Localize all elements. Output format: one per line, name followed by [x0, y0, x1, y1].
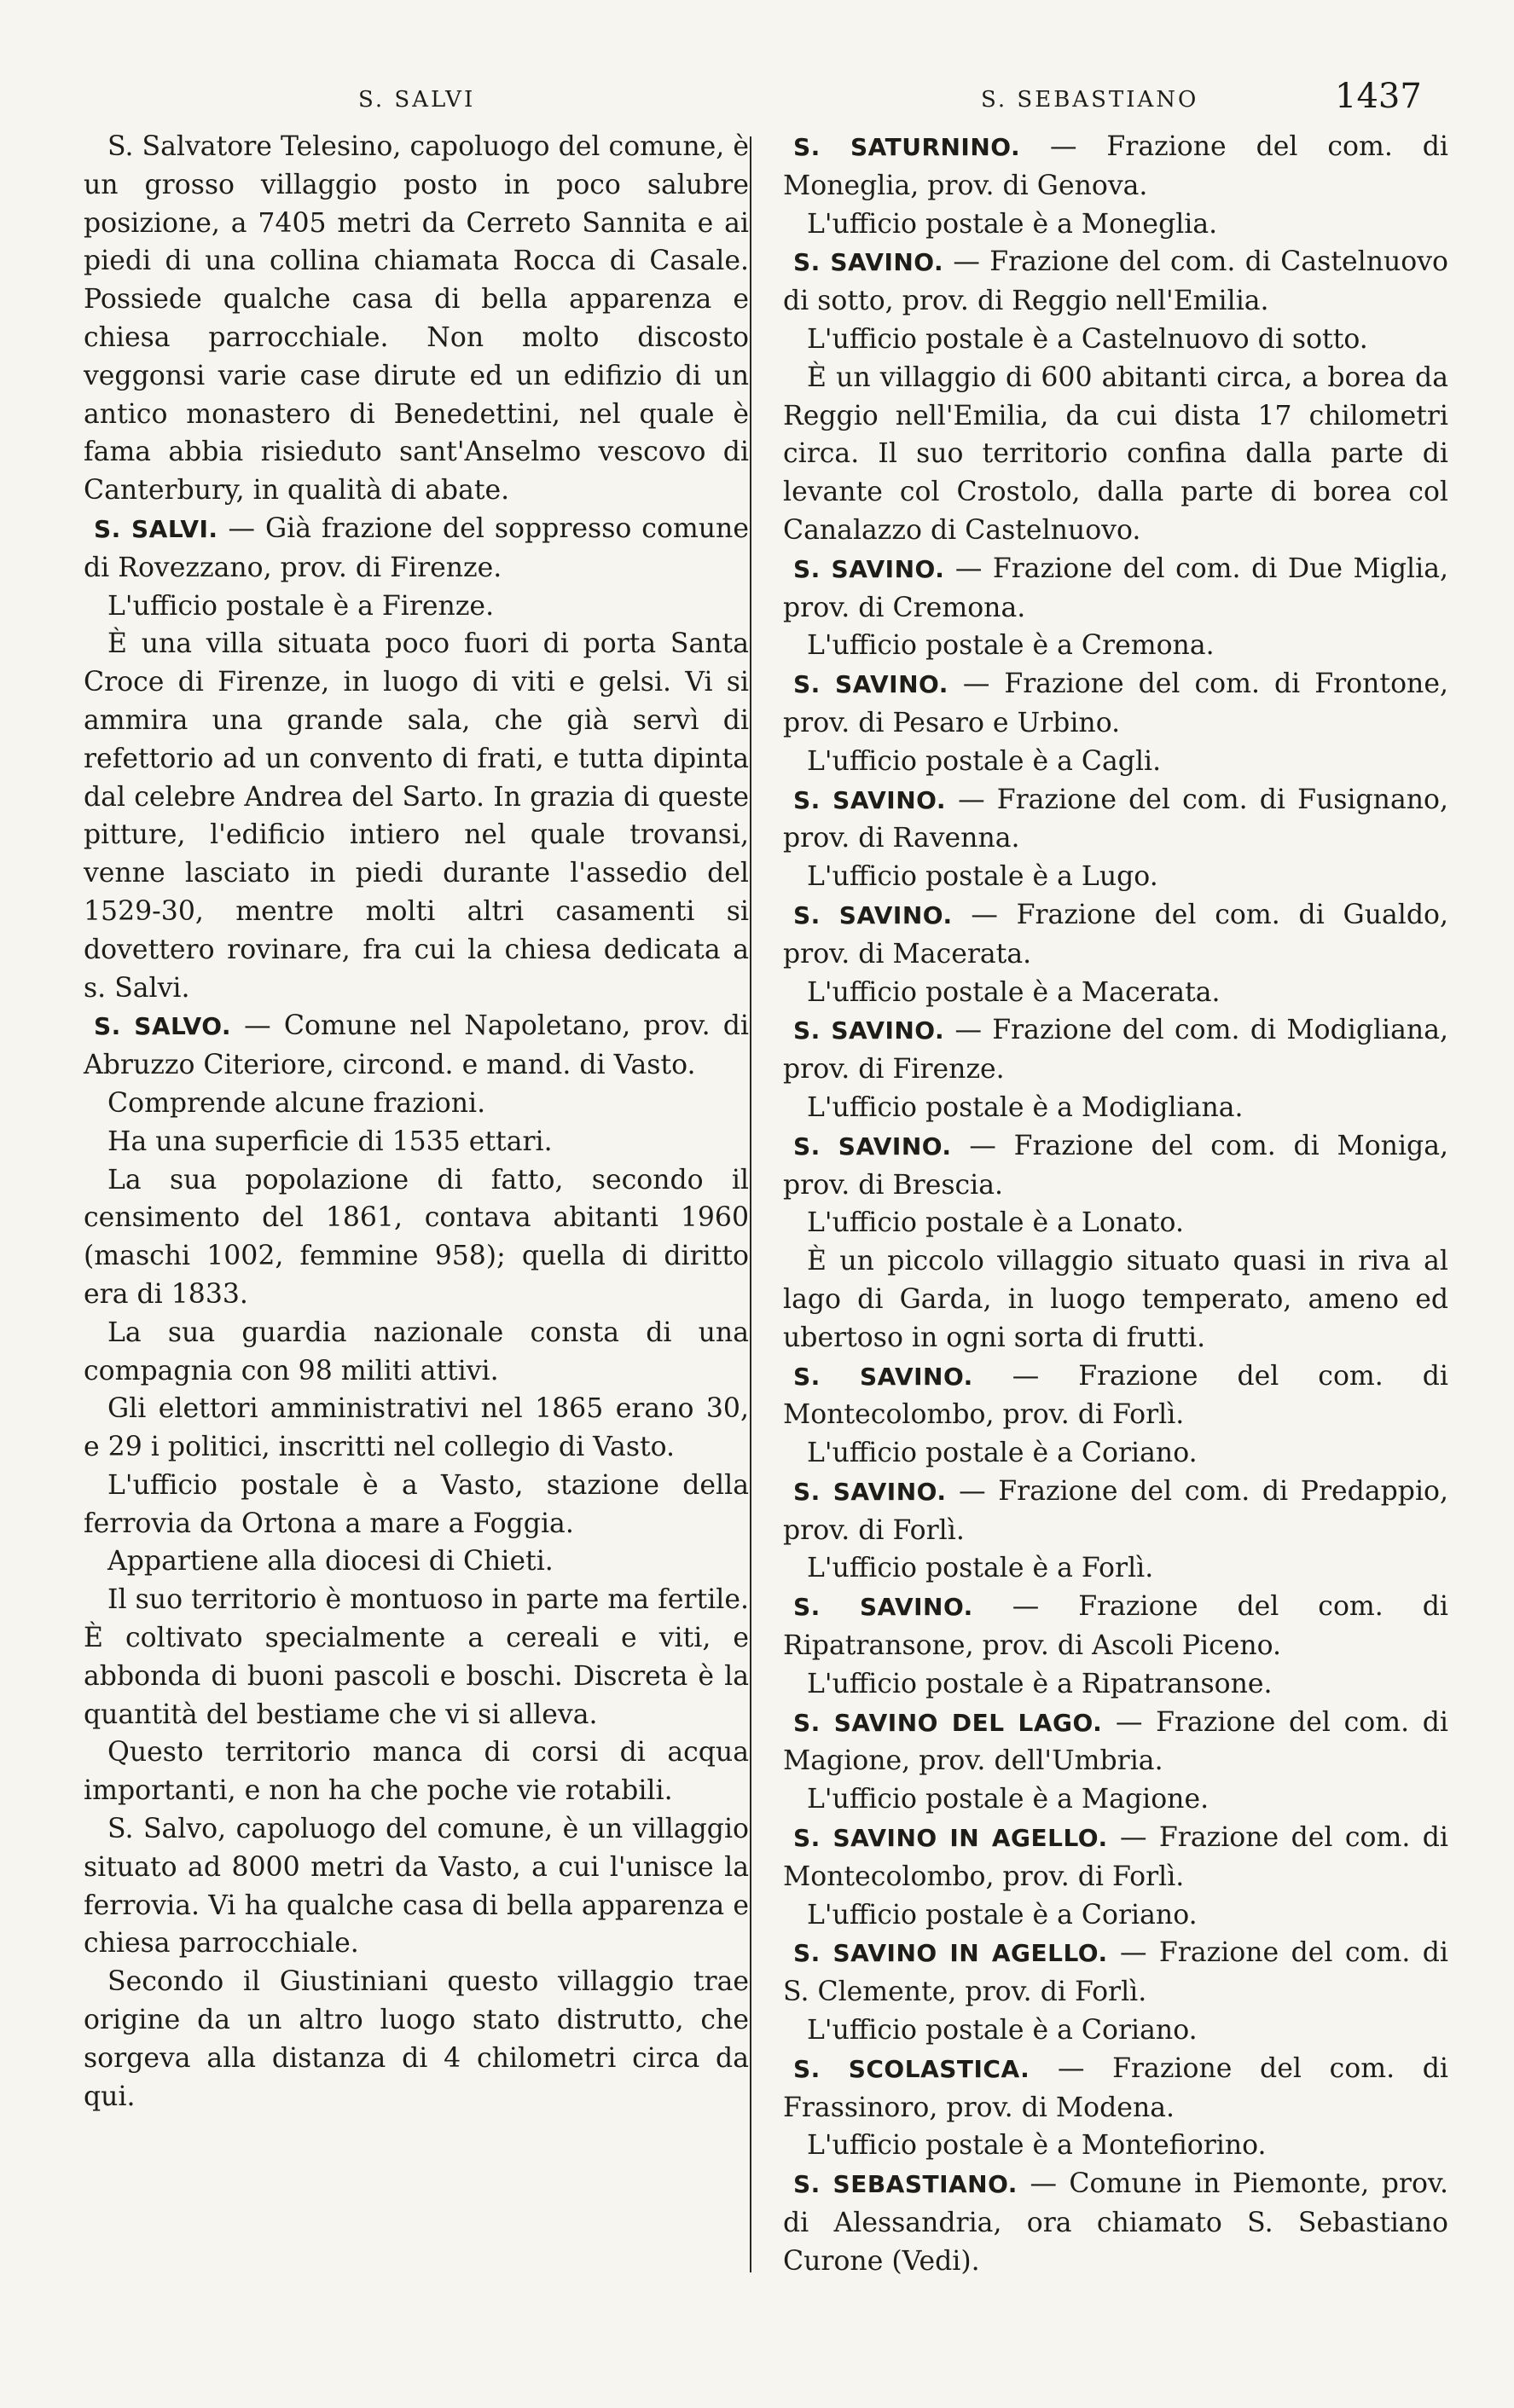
- paragraph: Appartiene alla diocesi di Chieti.: [107, 1546, 554, 1577]
- column-divider: [750, 136, 751, 2272]
- dictionary-entry: [783, 550, 1448, 628]
- entry-headword: S. SCOLASTICA.: [793, 2054, 1030, 2083]
- paragraph: L'ufficio postale è a Modigliana.: [807, 1091, 1244, 1123]
- entry-definition: — Già frazione del soppresso comune di Rovezzano, prov. di Firenze.: [84, 512, 749, 583]
- entry-definition: — Frazione del com. di Moneglia, prov. di Genova.: [783, 131, 1448, 201]
- entry-definition: — Frazione del com. di Predappio, prov. di Forlì.: [783, 1475, 1448, 1546]
- entry-definition: — Frazione del com. di Moniga, prov. di Brescia.: [783, 1130, 1448, 1201]
- dictionary-entry: [783, 1127, 1448, 1205]
- dictionary-entry: [783, 896, 1448, 974]
- paragraph: L'ufficio postale è a Forlì.: [807, 1553, 1154, 1584]
- entry-definition: — Frazione del com. di Montecolombo, prov. di Forlì.: [783, 1822, 1448, 1892]
- entry-headword: S. SAVINO.: [793, 900, 953, 929]
- entry-definition: — Frazione del com. di Fusignano, prov. di Ravenna.: [783, 784, 1448, 854]
- dictionary-entry: [783, 128, 1448, 205]
- dictionary-entry: [783, 1704, 1448, 1781]
- paragraph: L'ufficio postale è a Ripatransone.: [807, 1668, 1273, 1699]
- paragraph: L'ufficio postale è a Coriano.: [807, 1438, 1198, 1469]
- entry-headword: S. SEBASTIANO.: [793, 2170, 1018, 2199]
- entry-headword: S. SAVINO.: [793, 248, 944, 277]
- entry-definition: — Frazione del com. di Gualdo, prov. di Macerata.: [783, 899, 1448, 970]
- paragraph: Ha una superficie di 1535 ettari.: [107, 1126, 553, 1157]
- entry-definition: — Comune in Piemonte, prov. di Alessandria, ora chiamato S. Sebastiano Curone (Vedi).: [783, 2168, 1449, 2277]
- paragraph: È un villaggio di 600 abitanti circa, a borea da Reggio nell'Emilia, da cui dista 17 chilometri circa. Il suo territorio confina dalla parte di levante col Crostolo, dalla parte di borea col Canalazzo di Castelnuovo.: [783, 362, 1448, 546]
- dictionary-entry: [783, 2050, 1448, 2127]
- paragraph: Gli elettori amministrativi nel 1865 erano 30, e 29 i politici, inscritti nel collegio di Vasto.: [84, 1393, 749, 1463]
- dictionary-entry: [783, 1473, 1448, 1550]
- paragraph: L'ufficio postale è a Montefiorino.: [807, 2130, 1267, 2162]
- dictionary-entry: [84, 1007, 749, 1085]
- paragraph: Secondo il Giustiniani questo villaggio trae origine da un altro luogo stato distrutto, che sorgeva alla distanza di 4 chilometri circa da qui.: [84, 1966, 749, 2112]
- paragraph: La sua popolazione di fatto, secondo il censimento del 1861, contava abitanti 1960 (maschi 1002, femmine 958); quella di diritto era di 1833.: [84, 1164, 749, 1310]
- entry-headword: S. SAVINO IN AGELLO.: [793, 1939, 1108, 1968]
- entry-headword: S. SAVINO.: [793, 1477, 947, 1506]
- entry-definition: — Frazione del com. di Castelnuovo di sotto, prov. di Reggio nell'Emilia.: [783, 246, 1448, 317]
- entry-headword: S. SAVINO DEL LAGO.: [793, 1708, 1103, 1737]
- paragraph: S. Salvatore Telesino, capoluogo del comune, è un grosso villaggio posto in poco salubre posizione, a 7405 metri da Cerreto Sannita e ai piedi di una collina chiamata Rocca di Casale. Possiede qualche casa di bella apparenza e chiesa parrocchiale. Non molto discosto veggonsi varie case dirute ed un edifizio di un antico monastero di Benedettini, nel quale è fama abbia risieduto sant'Anselmo vescovo di Canterbury, in qualità di abate.: [84, 131, 749, 506]
- entry-headword: S. SALVO.: [94, 1012, 232, 1041]
- dictionary-entry: [783, 1588, 1448, 1665]
- page-number: 1437: [1335, 77, 1422, 116]
- paragraph: L'ufficio postale è a Moneglia.: [807, 208, 1218, 240]
- dictionary-entry: [783, 1819, 1448, 1896]
- paragraph: L'ufficio postale è a Firenze.: [107, 590, 495, 622]
- entry-headword: S. SAVINO.: [793, 1132, 952, 1161]
- entry-definition: — Frazione del com. di Modigliana, prov. di Firenze.: [783, 1015, 1448, 1085]
- entry-definition: — Frazione del com. di Frassinoro, prov. di Modena.: [783, 2052, 1448, 2123]
- dictionary-entry: [783, 781, 1448, 859]
- paragraph: Comprende alcune frazioni.: [107, 1087, 486, 1119]
- entry-definition: — Frazione del com. di S. Clemente, prov. di Forlì.: [783, 1937, 1448, 2008]
- paragraph: L'ufficio postale è a Coriano.: [807, 1899, 1198, 1930]
- dictionary-entry: [783, 665, 1448, 743]
- entry-headword: S. SAVINO.: [793, 1016, 945, 1045]
- paragraph: S. Salvo, capoluogo del comune, è un villaggio situato ad 8000 metri da Vasto, a cui l'unisce la ferrovia. Vi ha qualche casa di bella apparenza e chiesa parrocchiale.: [84, 1814, 749, 1959]
- dictionary-entry: [84, 510, 749, 588]
- paragraph: Il suo territorio è montuoso in parte ma fertile. È coltivato specialmente a cereali e viti, e abbonda di buoni pascoli e boschi. Discreta è la quantità del bestiame che vi si alleva.: [84, 1584, 749, 1730]
- dictionary-entry: [783, 1011, 1448, 1089]
- entry-headword: S. SAVINO.: [793, 785, 946, 814]
- dictionary-entry: [783, 1357, 1448, 1435]
- right-column: [783, 128, 1448, 2281]
- paragraph: L'ufficio postale è a Cremona.: [807, 630, 1215, 662]
- left-column: [84, 128, 749, 2116]
- paragraph: L'ufficio postale è a Macerata.: [807, 976, 1221, 1008]
- running-header: [0, 77, 1514, 128]
- entry-headword: S. SALVI.: [94, 514, 218, 543]
- paragraph: L'ufficio postale è a Cagli.: [807, 745, 1162, 777]
- entry-definition: — Comune nel Napoletano, prov. di Abruzzo Citeriore, circond. e mand. di Vasto.: [84, 1010, 750, 1081]
- entry-definition: — Frazione del com. di Due Miglia, prov. di Cremona.: [783, 553, 1448, 623]
- paragraph: L'ufficio postale è a Vasto, stazione della ferrovia da Ortona a mare a Foggia.: [84, 1469, 749, 1539]
- paragraph: È una villa situata poco fuori di porta Santa Croce di Firenze, in luogo di viti e gelsi. Vi si ammira una grande sala, che già servì di refettorio ad un convento di frati, e tutta dipinta dal celebre Andrea del Sarto. In grazia di queste pitture, l'edificio intiero nel quale trovansi, venne lasciato in piedi durante l'assedio del 1529-30, mentre molti altri casamenti si dovettero rovinare, fra cui la chiesa dedicata a s. Salvi.: [84, 628, 749, 1004]
- paragraph: L'ufficio postale è a Coriano.: [807, 2015, 1198, 2046]
- entry-definition: — Frazione del com. di Ripatransone, prov. di Ascoli Piceno.: [783, 1591, 1448, 1662]
- entry-headword: S. SAVINO.: [793, 670, 948, 699]
- paragraph: La sua guardia nazionale consta di una compagnia con 98 militi attivi.: [84, 1317, 749, 1386]
- paragraph: Questo territorio manca di corsi di acqua importanti, e non ha che poche vie rotabili.: [84, 1737, 749, 1807]
- paragraph: L'ufficio postale è a Lonato.: [807, 1207, 1184, 1239]
- entry-definition: — Frazione del com. di Magione, prov. dell'Umbria.: [783, 1706, 1448, 1777]
- paragraph: L'ufficio postale è a Castelnuovo di sotto.: [807, 323, 1368, 355]
- paragraph: L'ufficio postale è a Lugo.: [807, 861, 1158, 893]
- header-middle: S. SEBASTIANO: [981, 87, 1199, 113]
- paragraph: È un piccolo villaggio situato quasi in riva al lago di Garda, in luogo temperato, ameno ed ubertoso in ogni sorta di frutti.: [783, 1246, 1448, 1353]
- entry-headword: S. SAVINO.: [793, 1362, 973, 1391]
- header-left: S. SALVI: [358, 87, 476, 113]
- entry-headword: S. SAVINO.: [793, 554, 945, 583]
- entry-definition: — Frazione del com. di Montecolombo, prov. di Forlì.: [783, 1360, 1448, 1431]
- dictionary-entry: [783, 243, 1448, 321]
- entry-headword: S. SATURNINO.: [793, 133, 1021, 161]
- paragraph: L'ufficio postale è a Magione.: [807, 1784, 1209, 1815]
- dictionary-entry: [783, 2165, 1448, 2280]
- entry-headword: S. SAVINO IN AGELLO.: [793, 1824, 1108, 1853]
- entry-headword: S. SAVINO.: [793, 1593, 973, 1622]
- entry-definition: — Frazione del com. di Frontone, prov. di Pesaro e Urbino.: [783, 669, 1448, 738]
- dictionary-entry: [783, 1934, 1448, 2011]
